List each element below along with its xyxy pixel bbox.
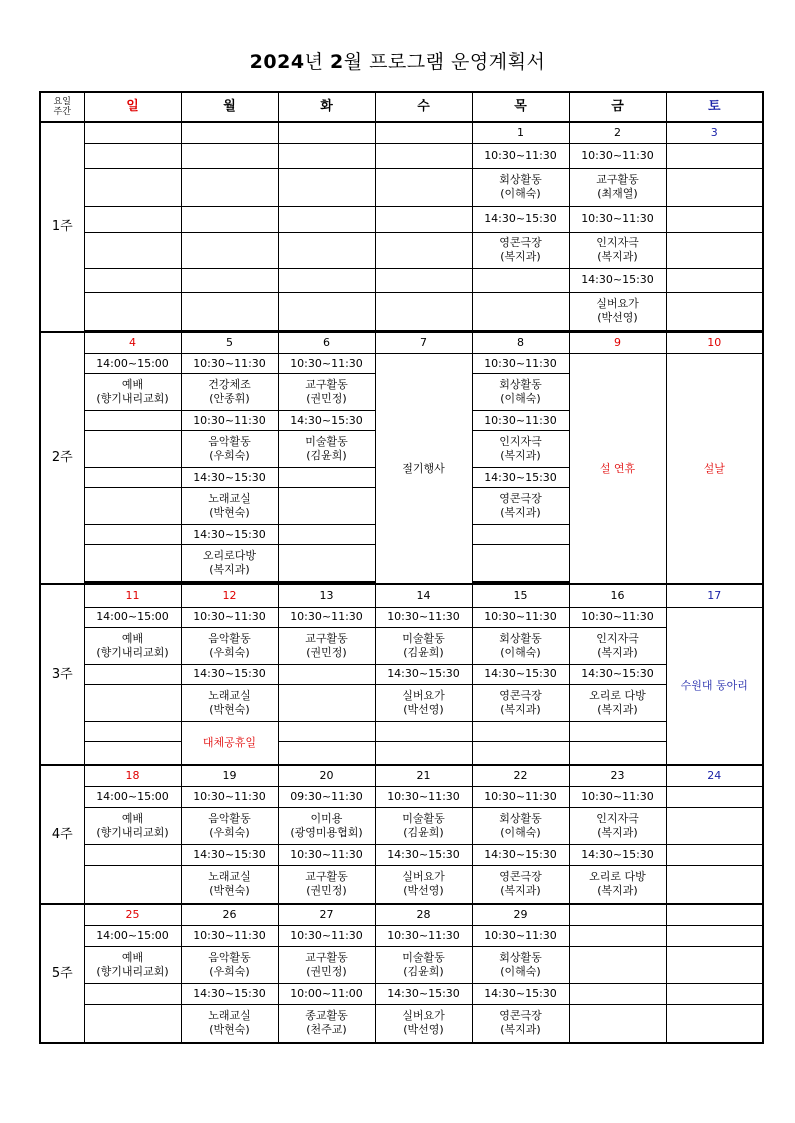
- week4-date-row: [40, 765, 763, 786]
- week4-row: [40, 807, 763, 844]
- event-cell: 수원대 동아리: [666, 607, 763, 765]
- week4-row: [40, 865, 763, 904]
- date-cell: 22: [472, 765, 569, 786]
- date-cell: 19: [181, 765, 278, 786]
- date-cell: 2: [569, 122, 666, 143]
- program-cell: 예배 (향기내리교회): [84, 374, 181, 411]
- event-cell: 설날: [666, 354, 763, 585]
- time-cell: 10:30~11:30: [569, 786, 666, 807]
- time-cell: 10:30~11:30: [375, 607, 472, 627]
- program-cell: 실버요가 (박선영): [375, 684, 472, 721]
- program-cell: 교구활동 (권민정): [278, 627, 375, 664]
- date-cell: 27: [278, 904, 375, 925]
- program-cell: 인지자극 (복지과): [569, 807, 666, 844]
- title-year-suffix: 년: [304, 51, 330, 73]
- date-cell: 12: [181, 584, 278, 607]
- time-cell: 10:00~11:00: [278, 983, 375, 1004]
- time-cell: 10:30~11:30: [472, 607, 569, 627]
- week2-date-row: [40, 332, 763, 354]
- time-cell: 14:00~15:00: [84, 786, 181, 807]
- program-cell: 회상활동 (이해숙): [472, 946, 569, 983]
- title-month: 2: [329, 51, 344, 73]
- date-cell: 15: [472, 584, 569, 607]
- time-cell: 10:30~11:30: [181, 354, 278, 374]
- time-cell: 14:30~15:30: [375, 844, 472, 865]
- time-cell: 14:30~15:30: [375, 983, 472, 1004]
- week5-row: [40, 1004, 763, 1043]
- program-cell: 음악활동 (우희숙): [181, 431, 278, 468]
- time-cell: 10:30~11:30: [181, 411, 278, 431]
- time-cell: 10:30~11:30: [472, 786, 569, 807]
- week4-row: [40, 786, 763, 807]
- date-cell: 25: [84, 904, 181, 925]
- program-cell: 건강체조 (안종휘): [181, 374, 278, 411]
- time-cell: 14:30~15:30: [181, 983, 278, 1004]
- program-cell: 미술활동 (김윤희): [278, 431, 375, 468]
- program-cell: 노래교실 (박현숙): [181, 1004, 278, 1043]
- program-cell: 실버요가 (박선영): [375, 865, 472, 904]
- date-cell: 17: [666, 584, 763, 607]
- time-cell: 14:00~15:00: [84, 354, 181, 374]
- program-cell: 음악활동 (우희숙): [181, 807, 278, 844]
- time-cell: 14:30~15:30: [569, 664, 666, 684]
- week1-row: [40, 268, 763, 292]
- week3-row: [40, 741, 763, 765]
- week1-date-row: [40, 122, 763, 143]
- time-cell: 14:30~15:30: [278, 411, 375, 431]
- date-cell: 6: [278, 332, 375, 354]
- date-cell: [278, 122, 375, 143]
- time-cell: 14:00~15:00: [84, 607, 181, 627]
- date-cell: [375, 122, 472, 143]
- page-title: [0, 47, 795, 74]
- program-cell: 노래교실 (박현숙): [181, 865, 278, 904]
- program-cell: 교구활동 (권민정): [278, 865, 375, 904]
- week1-row: [40, 168, 763, 206]
- program-cell: 노래교실 (박현숙): [181, 684, 278, 721]
- time-cell: 10:30~11:30: [472, 925, 569, 946]
- program-cell: 음악활동 (우희숙): [181, 946, 278, 983]
- week1-label: 1주: [40, 122, 84, 332]
- program-cell: 예배 (향기내리교회): [84, 807, 181, 844]
- day-header-tue: 화: [278, 92, 375, 122]
- time-cell: 10:30~11:30: [278, 925, 375, 946]
- program-cell: 영콘극장 (복지과): [472, 684, 569, 721]
- header-row: [40, 92, 763, 122]
- time-cell: 10:30~11:30: [569, 607, 666, 627]
- week1-row: [40, 143, 763, 168]
- day-header-fri: 금: [569, 92, 666, 122]
- program-cell: 오리로 다방 (복지과): [569, 865, 666, 904]
- week3-row: [40, 607, 763, 627]
- time-cell: 10:30~11:30: [472, 143, 569, 168]
- week5-row: [40, 925, 763, 946]
- time-cell: 10:30~11:30: [569, 143, 666, 168]
- program-cell: 예배 (향기내리교회): [84, 946, 181, 983]
- time-cell: 14:30~15:30: [472, 844, 569, 865]
- time-cell: 10:30~11:30: [278, 844, 375, 865]
- date-cell: 5: [181, 332, 278, 354]
- program-cell: 인지자극 (복지과): [569, 232, 666, 268]
- week5-row: [40, 983, 763, 1004]
- time-cell: 14:00~15:00: [84, 925, 181, 946]
- program-cell: 예배 (향기내리교회): [84, 627, 181, 664]
- program-cell: 회상활동 (이해숙): [472, 168, 569, 206]
- week4-label: 4주: [40, 765, 84, 904]
- time-cell: 14:30~15:30: [569, 844, 666, 865]
- program-cell: 종교활동 (천주교): [278, 1004, 375, 1043]
- date-cell: 24: [666, 765, 763, 786]
- week3-row: [40, 664, 763, 684]
- date-cell: 18: [84, 765, 181, 786]
- week1-row: [40, 292, 763, 330]
- week4-row: [40, 844, 763, 865]
- time-cell: 14:30~15:30: [181, 844, 278, 865]
- time-cell: 10:30~11:30: [181, 786, 278, 807]
- week1-row: [40, 206, 763, 232]
- program-cell: 실버요가 (박선영): [375, 1004, 472, 1043]
- program-cell: 오리로 다방 (복지과): [569, 684, 666, 721]
- program-cell: 실버요가 (박선영): [569, 292, 666, 330]
- program-cell: 미술활동 (김윤희): [375, 946, 472, 983]
- program-cell: 영콘극장 (복지과): [472, 488, 569, 525]
- week3-row: [40, 684, 763, 721]
- week5-date-row: [40, 904, 763, 925]
- time-cell: 10:30~11:30: [472, 411, 569, 431]
- week2-label: 2주: [40, 332, 84, 585]
- day-header-sat: 토: [666, 92, 763, 122]
- corner-cell: [40, 92, 84, 122]
- day-header-thu: 목: [472, 92, 569, 122]
- program-cell: 교구활동 (최재열): [569, 168, 666, 206]
- corner-top: 요일: [53, 97, 71, 107]
- week3-label: 3주: [40, 584, 84, 765]
- time-cell: 10:30~11:30: [181, 925, 278, 946]
- time-cell: 10:30~11:30: [181, 607, 278, 627]
- time-cell: 14:30~15:30: [472, 468, 569, 488]
- program-cell: 회상활동 (이해숙): [472, 374, 569, 411]
- time-cell: 09:30~11:30: [278, 786, 375, 807]
- date-cell: [181, 122, 278, 143]
- program-cell: 교구활동 (권민정): [278, 374, 375, 411]
- time-cell: 14:30~15:30: [569, 268, 666, 292]
- program-cell: 회상활동 (이해숙): [472, 627, 569, 664]
- date-cell: 26: [181, 904, 278, 925]
- week1-row: [40, 232, 763, 268]
- date-cell: 4: [84, 332, 181, 354]
- week2-row: [40, 354, 763, 374]
- program-cell: 영콘극장 (복지과): [472, 1004, 569, 1043]
- week3-row: [40, 627, 763, 664]
- week5-label: 5주: [40, 904, 84, 1043]
- corner-bottom: 주간: [53, 107, 71, 117]
- date-cell: 28: [375, 904, 472, 925]
- program-cell: 이미용 (광영미용협회): [278, 807, 375, 844]
- program-cell: 미술활동 (김윤희): [375, 807, 472, 844]
- holiday-note: 대체공휴일: [181, 721, 278, 765]
- event-cell: 설 연휴: [569, 354, 666, 585]
- title-rest: 월 프로그램 운영계획서: [343, 51, 546, 73]
- program-cell: 인지자극 (복지과): [472, 431, 569, 468]
- time-cell: 10:30~11:30: [472, 354, 569, 374]
- date-cell: 10: [666, 332, 763, 354]
- date-cell: 8: [472, 332, 569, 354]
- time-cell: 10:30~11:30: [569, 206, 666, 232]
- week3-date-row: [40, 584, 763, 607]
- title-year: 2024: [249, 51, 305, 73]
- date-cell: 21: [375, 765, 472, 786]
- program-cell: 교구활동 (권민정): [278, 946, 375, 983]
- event-cell: 절기행사: [375, 354, 472, 585]
- date-cell: 9: [569, 332, 666, 354]
- time-cell: 14:30~15:30: [472, 206, 569, 232]
- program-cell: 미술활동 (김윤희): [375, 627, 472, 664]
- program-cell: 음악활동 (우희숙): [181, 627, 278, 664]
- time-cell: 14:30~15:30: [472, 664, 569, 684]
- day-header-wed: 수: [375, 92, 472, 122]
- time-cell: 14:30~15:30: [181, 468, 278, 488]
- date-cell: 13: [278, 584, 375, 607]
- time-cell: 10:30~11:30: [375, 786, 472, 807]
- program-cell: 인지자극 (복지과): [569, 627, 666, 664]
- program-cell: 회상활동 (이해숙): [472, 807, 569, 844]
- time-cell: 10:30~11:30: [278, 354, 375, 374]
- week3-row: [40, 721, 763, 741]
- time-cell: 14:30~15:30: [181, 525, 278, 545]
- date-cell: 20: [278, 765, 375, 786]
- date-cell: [84, 122, 181, 143]
- day-header-sun: 일: [84, 92, 181, 122]
- date-cell: 11: [84, 584, 181, 607]
- date-cell: 23: [569, 765, 666, 786]
- date-cell: 3: [666, 122, 763, 143]
- date-cell: 16: [569, 584, 666, 607]
- time-cell: 14:30~15:30: [181, 664, 278, 684]
- week5-row: [40, 946, 763, 983]
- time-cell: 10:30~11:30: [278, 607, 375, 627]
- time-cell: 10:30~11:30: [375, 925, 472, 946]
- program-cell: 노래교실 (박현숙): [181, 488, 278, 525]
- program-cell: 오리로다방 (복지과): [181, 545, 278, 582]
- date-cell: 14: [375, 584, 472, 607]
- program-cell: 영콘극장 (복지과): [472, 865, 569, 904]
- date-cell: 1: [472, 122, 569, 143]
- program-cell: 영콘극장 (복지과): [472, 232, 569, 268]
- day-header-mon: 월: [181, 92, 278, 122]
- schedule-table: [39, 91, 764, 1044]
- time-cell: 14:30~15:30: [375, 664, 472, 684]
- date-cell: 29: [472, 904, 569, 925]
- time-cell: 14:30~15:30: [472, 983, 569, 1004]
- date-cell: 7: [375, 332, 472, 354]
